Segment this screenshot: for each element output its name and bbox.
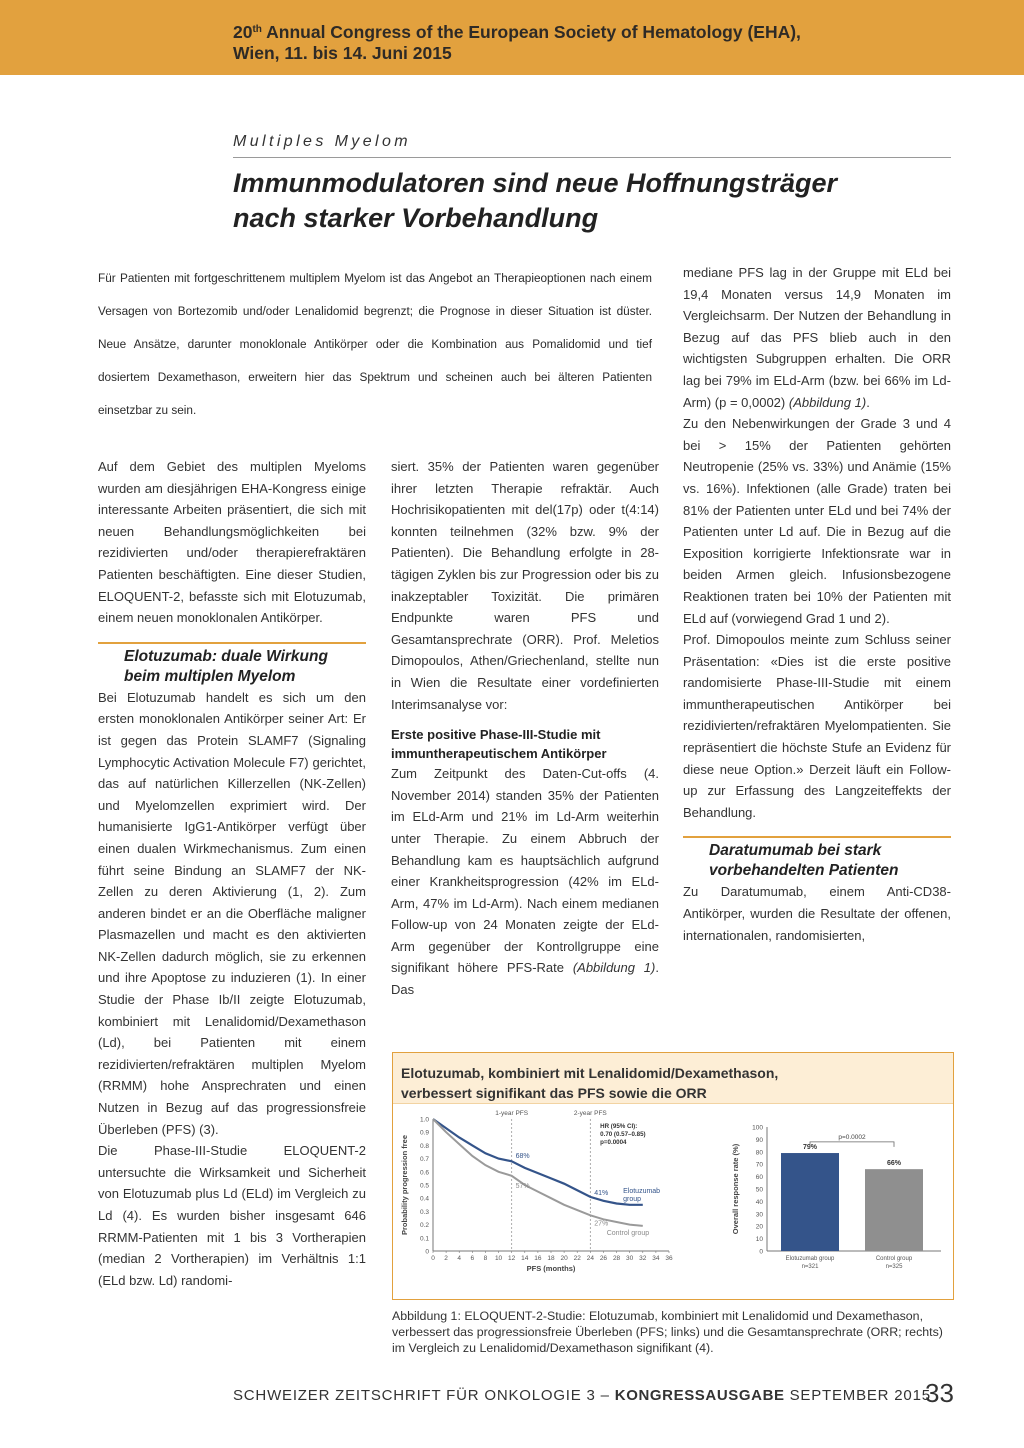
bar-y-tick-label: 40 [755, 1198, 763, 1206]
p-value-bracket [810, 1142, 894, 1147]
paragraph: Zu den Nebenwirkungen der Grade 3 und 4 bei > 15% der Patienten gehörten Neutropenie (25% vs. 33%) und Anämie (15% vs. 16%). Infektionen (alle Grade) traten bei 81% der Patienten unter ELd und bei 74% der Patienten unter Ld auf. Die in Bezug auf die Exposition korrigierte Infektionsrate war in beiden Armen gleich. Infusionsbezogene Reaktionen traten bei 10% der Patienten mit ELd auf (vorwiegend Grad 1 und 2). [683, 416, 951, 626]
bar-y-tick-label: 0 [759, 1248, 763, 1256]
text-column-3 [683, 262, 951, 946]
bar-y-tick-label: 20 [755, 1223, 763, 1231]
journal-name: SCHWEIZER ZEITSCHRIFT FÜR ONKOLOGIE 3 – [233, 1387, 615, 1404]
hr-label: HR (95% CI): [600, 1123, 638, 1130]
data-label-elo-1yr: 68% [515, 1153, 530, 1161]
congress-edition-number: 20 [233, 22, 253, 42]
congress-banner [0, 0, 1024, 75]
subheading-phase-3 [391, 725, 659, 763]
bar-y-tick-label: 50 [755, 1186, 763, 1194]
bar-category-label: Control group [875, 1256, 913, 1262]
figure-title-line: Elotuzumab, kombiniert mit Lenalidomid/Dexamethason, [401, 1065, 779, 1081]
paragraph [683, 262, 951, 413]
y-tick-label: 0.8 [419, 1142, 429, 1150]
x-tick-label: 14 [521, 1255, 529, 1262]
y-tick-label: 0.3 [419, 1208, 429, 1216]
figure-reference: (Abbildung 1) [572, 960, 656, 976]
x-tick-label: 10 [494, 1255, 503, 1262]
bar-value-label: 79% [802, 1144, 818, 1152]
paragraph-text: mediane PFS lag in der Gruppe mit ELd bei 19,4 Monaten versus 14,9 Monaten im Vergleichsarm. Der Nutzen der Behandlung in Bezug auf das PFS blieb auch in den wichtigsten Subgruppen erhalten. Die ORR lag bei 79% im ELd-Arm (bzw. bei 66% im Ld-Arm) (p = 0,0002) [683, 265, 951, 410]
y-tick-label: 0.5 [419, 1182, 429, 1190]
section-divider [98, 642, 366, 644]
figure-title [401, 1063, 778, 1103]
data-label-ctrl-1yr: 57% [515, 1182, 530, 1190]
section-heading-daratumumab [683, 841, 951, 881]
bar-y-tick-label: 60 [755, 1174, 763, 1182]
bar-elotuzumab [781, 1153, 839, 1251]
bar-p-value: p=0.0002 [838, 1133, 866, 1141]
congress-title [233, 19, 801, 64]
legend-control: Control group [606, 1230, 650, 1238]
figure-reference: (Abbildung 1) [788, 394, 867, 410]
bar-y-tick-label: 90 [755, 1136, 763, 1144]
y-tick-label: 0.9 [419, 1129, 429, 1137]
y-tick-label: 1.0 [419, 1116, 429, 1124]
y-tick-label: 0.1 [419, 1235, 429, 1243]
bar-y-tick-label: 80 [755, 1149, 763, 1157]
y-tick-label: 0 [425, 1248, 429, 1256]
x-tick-label: 6 [470, 1255, 475, 1262]
figure-header [393, 1053, 953, 1104]
x-tick-label: 22 [573, 1255, 581, 1262]
section-kicker: Multiples Myelom [233, 133, 411, 150]
article-lead: Für Patienten mit fortgeschrittenem multiplem Myelom ist das Angebot an Therapieoptionen nach einem Versagen von Bortezomib und/oder Lenalidomid begrenzt; die Prognose in dieser Situation ist düster. Neue Ansätze, darunter monoklonale Antikörper oder die Kombination aus Pomalidomid und tief dosiertem Dexamethason, erweitern hier das Spektrum und scheinen auch bei älteren Patienten einsetzbar zu sein. [98, 272, 652, 417]
x-tick-label: 30 [626, 1255, 634, 1262]
section-heading-line: beim multiplen Myelom [124, 667, 296, 685]
x-tick-label: 12 [508, 1255, 516, 1262]
x-tick-label: 32 [639, 1255, 647, 1262]
x-tick-label: 20 [560, 1255, 568, 1262]
edition-label: KONGRESSAUSGABE [614, 1387, 785, 1404]
x-tick-label: 28 [612, 1255, 621, 1262]
bar-y-tick-label: 100 [752, 1124, 763, 1132]
x-tick-label: 4 [457, 1255, 462, 1262]
hr-p-value: p=0.0004 [600, 1139, 627, 1146]
paragraph-text: . Das [391, 960, 659, 998]
paragraph: siert. 35% der Patienten waren gegenüber ihrer letzten Therapie refraktär. Auch Hochrisikopatienten mit del(17p) oder t(4:14) konnten teilnehmen (32% bzw. 9% der Patienten). Die Behandlung erfolgte in 28-tägigen Zyklen bis zur Progression oder bis zu inakzeptabler Toxizität. Die primären Endpunkte waren PFS und Gesamtansprechrate (ORR). Prof. Meletios Dimopoulos, Athen/Griechenland, stellte nun in Wien die Resultate einer vordefinierten Interimsanalyse vor: [391, 459, 659, 712]
bar-n-label: n=325 [885, 1264, 903, 1270]
x-tick-label: 36 [665, 1255, 673, 1262]
figure-title-line: verbessert signifikant das PFS sowie die ORR [401, 1085, 707, 1101]
headline-line-1: Immunmodulatoren sind neue Hoffnungsträger [233, 168, 838, 198]
article-headline [233, 166, 837, 236]
section-heading-line: vorbehandelten Patienten [709, 862, 899, 880]
y-axis-label: Probability progression free [400, 1134, 409, 1236]
page-footer [233, 1387, 931, 1404]
subheading-line: Erste positive Phase-III-Studie mit [391, 727, 601, 743]
x-tick-label: 2 [444, 1255, 448, 1262]
paragraph: Die Phase-III-Studie ELOQUENT-2 untersuchte die Wirksamkeit und Sicherheit von Elotuzumab plus Ld (ELd) im Vergleich zu Ld (4). Es wurden bisher insgesamt 646 RRMM-Patienten mit 1 bis 3 Vortherapien (median 2 Vortherapien) im Verhältnis 1:1 (ELd bzw. Ld) randomi- [98, 1143, 366, 1288]
x-tick-label: 0 [431, 1255, 435, 1262]
bar-y-tick-label: 30 [755, 1211, 763, 1219]
bar-value-label: 66% [886, 1160, 902, 1168]
x-tick-label: 18 [547, 1255, 555, 1262]
bar-control [865, 1169, 923, 1251]
paragraph-text: . [866, 394, 870, 410]
bar-n-label: n=321 [801, 1264, 819, 1270]
text-column-1 [98, 456, 366, 1291]
section-heading-line: Daratumumab bei stark [709, 842, 882, 860]
y-tick-label: 0.6 [419, 1169, 429, 1177]
x-tick-label: 34 [652, 1255, 660, 1262]
bar-category-label: Elotuzumab group [785, 1256, 835, 1262]
x-axis-label: PFS (months) [526, 1264, 576, 1273]
legend-elotuzumab-group: group [623, 1195, 642, 1203]
paragraph: Zu Daratumumab, einem Anti-CD38-Antikörper, wurden die Resultate der offenen, internationalen, randomisierten, [683, 884, 951, 943]
paragraph: Prof. Dimopoulos meinte zum Schluss seiner Präsentation: «Dies ist die erste positive randomisierte Phase-III-Studie mit einem immuntherapeutischen Antikörper bei rezidivierten/refraktären Myelompatienten. Sie repräsentiert die höchste Stufe an Evidenz für diese neue Option.» Derzeit läuft ein Follow-up zur Erfassung des Langzeiteffekts der Behandlung. [683, 632, 951, 820]
x-tick-label: 26 [599, 1255, 608, 1262]
headline-line-2: nach starker Vorbehandlung [233, 203, 599, 233]
section-heading-elotuzumab [98, 647, 366, 687]
paragraph [391, 763, 659, 1001]
page-number: 33 [925, 1378, 954, 1408]
y-tick-label: 0.4 [419, 1195, 429, 1203]
kicker-divider [233, 157, 951, 158]
congress-name: Annual Congress of the European Society of Hematology (EHA), [261, 22, 801, 42]
legend-elotuzumab: Elotuzumab [623, 1187, 661, 1195]
ordinal-suffix: th [252, 24, 262, 35]
one-year-pfs-label: 1-year PFS [495, 1110, 529, 1117]
data-label-ctrl-2yr: 27% [594, 1220, 609, 1228]
figure-caption: Abbildung 1: ELOQUENT-2-Studie: Elotuzumab, kombiniert mit Lenalidomid und Dexamethason, verbessert das progressionsfreie Überleben (PFS; links) und die Gesamtansprechrate (ORR; rechts) im Vergleich zu Lenalidomid/Dexamethason signifikant (4). [392, 1309, 943, 1355]
x-tick-label: 8 [483, 1255, 488, 1262]
x-tick-label: 16 [534, 1255, 542, 1262]
figure-1 [392, 1052, 954, 1300]
subheading-line: immuntherapeutischem Antikörper [391, 746, 607, 762]
section-divider [683, 836, 951, 838]
y-tick-label: 0.2 [419, 1222, 429, 1230]
y-tick-label: 0.7 [419, 1156, 429, 1164]
section-heading-line: Elotuzumab: duale Wirkung [124, 647, 328, 665]
paragraph: Auf dem Gebiet des multiplen Myeloms wurden am diesjährigen EHA-Kongress einige interessante Arbeiten präsentiert, die sich mit neuen Behandlungsmöglichkeiten bei rezidivierten und/oder therapierefraktären Patienten beschäftigten. Eine dieser Studien, ELOQUENT-2, befasste sich mit Elotuzumab, einem neuen monoklonalen Antikörper. [98, 459, 366, 626]
paragraph-text: Zum Zeitpunkt des Daten-Cut-offs (4. November 2014) standen 35% der Patienten im ELd-Arm und 21% im Ld-Arm weiterhin unter Therapie. Zu einem Abbruch der Behandlung kam es hauptsächlich aufgrund einer Krankheitsprogression (42% im ELd-Arm, 47% im Ld-Arm). Nach einem medianen Follow-up von 24 Monaten zeigte der ELd-Arm gegenüber der Kontrollgruppe eine signifikant höhere PFS-Rate [391, 766, 659, 976]
congress-location-date: Wien, 11. bis 14. Juni 2015 [233, 43, 452, 63]
hr-value: 0.70 (0.57–0.85) [600, 1131, 646, 1138]
bar-y-tick-label: 10 [755, 1236, 763, 1244]
x-tick-label: 24 [586, 1255, 594, 1262]
bar-y-axis-label: Overall response rate (%) [731, 1143, 740, 1235]
data-label-elo-2yr: 41% [594, 1189, 609, 1197]
bar-y-tick-label: 70 [755, 1161, 763, 1169]
two-year-pfs-label: 2-year PFS [573, 1110, 607, 1117]
text-column-2 [391, 456, 659, 1001]
figure-charts [393, 1105, 953, 1297]
issue-date: SEPTEMBER 2015 [784, 1387, 931, 1404]
paragraph: Bei Elotuzumab handelt es sich um den ersten monoklonalen Antikörper seiner Art: Er ist gegen das Protein SLAMF7 (Signaling Lymphocytic Activation Molecule F7) gerichtet, das auf natürlichen Killerzellen (NK-Zellen) und Myelomzellen exprimiert wird. Der humanisierte IgG1-Antikörper verfügt über einen dualen Wirkmechanismus. Zum einen führt seine Bindung an SLAMF7 der NK-Zellen zu deren Aktivierung (1, 2). Zum anderen bindet er an die Oberfläche maligner Plasmazellen und macht es den aktivierten NK-Zellen dadurch möglich, sie zu erkennen und ihre Apoptose zu induzieren (1). In einer Studie der Phase Ib/II zeigte Elotuzumab, kombiniert mit Lenalidomid/Dexamethason (Ld), bei Patienten mit einem rezidivierten/refraktären multiplen Myelom (RRMM) hohe Ansprechraten und einen Nutzen in Bezug auf das progressionsfreie Überleben (PFS) (3). [98, 689, 366, 1137]
